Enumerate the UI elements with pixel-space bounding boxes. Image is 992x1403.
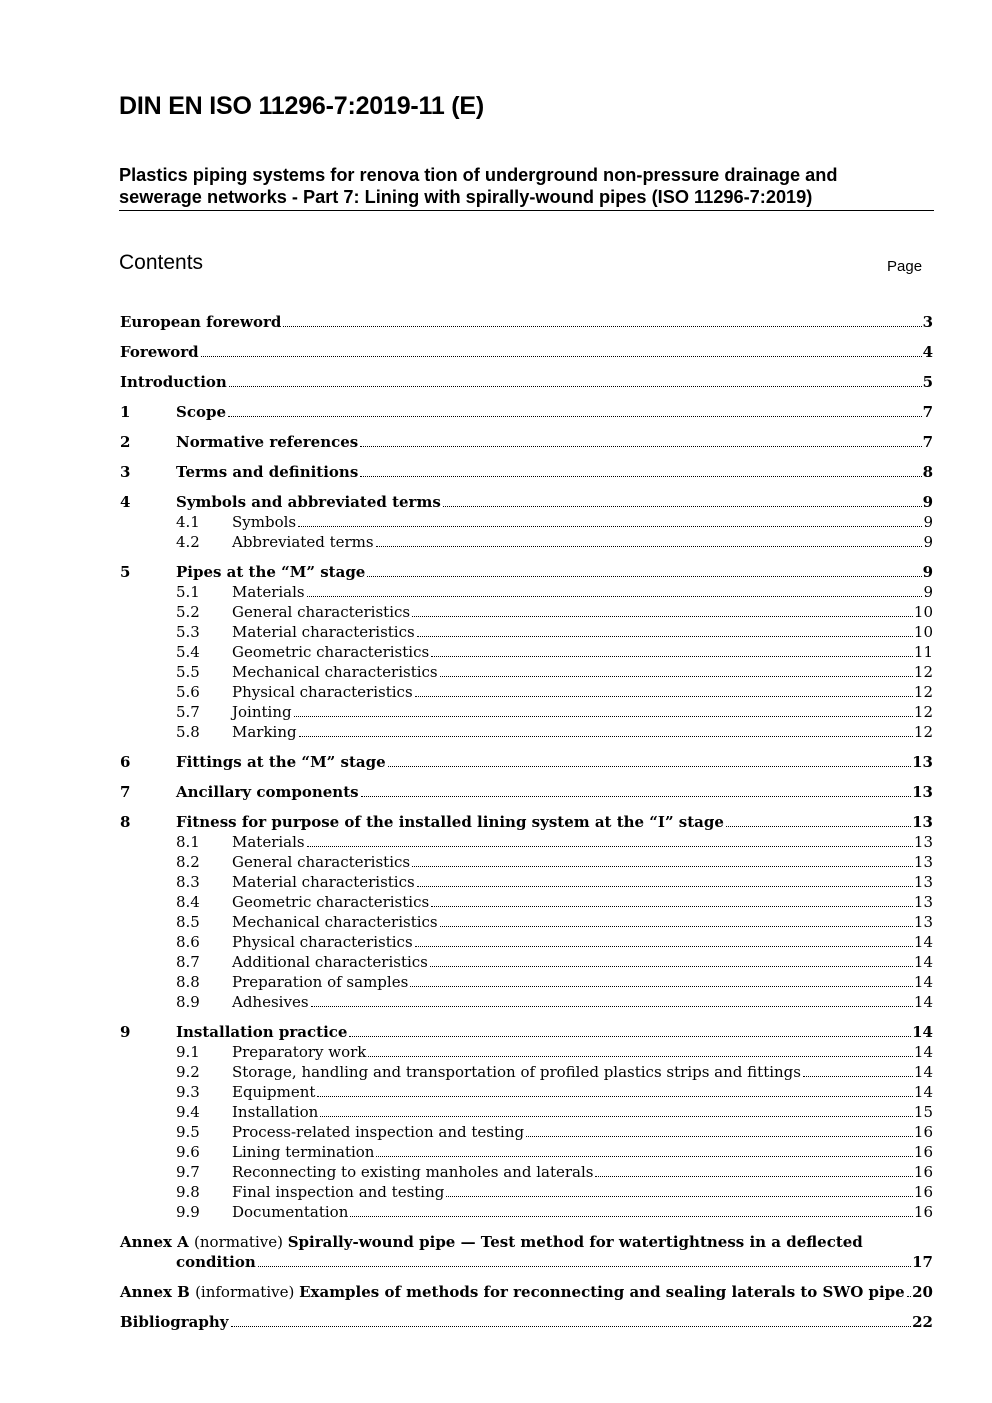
toc-dot-leader (412, 866, 913, 867)
toc-dot-leader (231, 1326, 912, 1327)
toc-dot-leader (595, 1176, 912, 1177)
toc-subentry[interactable] (120, 582, 933, 602)
toc-spacer (120, 552, 933, 562)
toc-entry-title: Fittings at the “M” stage (176, 753, 386, 771)
toc-entry[interactable] (120, 462, 933, 482)
toc-entry-title: Preparatory work (232, 1043, 367, 1061)
toc-entry-page: 9 (922, 563, 933, 581)
toc-subentry[interactable] (120, 702, 933, 722)
toc-dot-leader (258, 1266, 911, 1267)
toc-entry[interactable] (120, 1022, 933, 1042)
toc-entry[interactable] (120, 1312, 933, 1332)
toc-subentry[interactable] (120, 1062, 933, 1082)
toc-entry-page: 7 (922, 433, 933, 451)
toc-entry-number: 9.7 (176, 1163, 200, 1181)
toc-dot-leader (361, 796, 912, 797)
toc-entry-page: 9 (923, 583, 933, 601)
toc-entry-number: 9.9 (176, 1203, 200, 1221)
toc-entry-page: 15 (913, 1103, 933, 1121)
toc-dot-leader (415, 946, 913, 947)
toc-entry-title: Terms and definitions (176, 463, 359, 481)
toc-subentry[interactable] (120, 972, 933, 992)
toc-entry-page: 13 (913, 893, 933, 911)
toc-subentry[interactable] (120, 1082, 933, 1102)
toc-entry-page: 16 (913, 1203, 933, 1221)
toc-subentry[interactable] (120, 892, 933, 912)
toc-entry-page: 14 (912, 1023, 933, 1041)
toc-entry-title: Marking (232, 723, 297, 741)
toc-entry-page: 13 (913, 873, 933, 891)
toc-subentry[interactable] (120, 832, 933, 852)
toc-entry-page: 14 (913, 953, 933, 971)
toc-entry-title: Symbols (232, 513, 297, 531)
toc-entry-number: 9.1 (176, 1043, 200, 1061)
toc-entry-title: Bibliography (120, 1313, 229, 1331)
toc-entry[interactable] (120, 812, 933, 832)
toc-entry-page: 22 (912, 1313, 933, 1331)
toc-entry-number: 4.2 (176, 533, 200, 551)
toc-entry-page: 14 (913, 1043, 933, 1061)
toc-subentry[interactable] (120, 1042, 933, 1062)
toc-entry[interactable] (120, 312, 933, 332)
toc-entry-page: 8 (922, 463, 933, 481)
toc-entry-title: Material characteristics (232, 873, 415, 891)
toc-spacer (120, 1222, 933, 1232)
toc-entry-page: 5 (922, 373, 933, 391)
toc-dot-leader (229, 386, 922, 387)
toc-entry-number: 8.6 (176, 933, 200, 951)
toc-entry-title: Mechanical characteristics (232, 663, 438, 681)
toc-entry-number: 5.1 (176, 583, 200, 601)
toc-entry-page: 16 (913, 1143, 933, 1161)
toc-dot-leader (294, 716, 913, 717)
toc-annex-a[interactable] (120, 1232, 933, 1252)
toc-entry-page: 20 (912, 1283, 933, 1301)
toc-entry-page: 12 (913, 703, 933, 721)
toc-subentry[interactable] (120, 1202, 933, 1222)
page-column-heading: Page (887, 258, 923, 275)
toc-subentry[interactable] (120, 722, 933, 742)
toc-dot-leader (415, 696, 913, 697)
toc-subentry[interactable] (120, 1102, 933, 1122)
toc-dot-leader (367, 576, 921, 577)
toc-spacer (120, 392, 933, 402)
toc-dot-leader (410, 986, 913, 987)
toc-entry-number: 5.3 (176, 623, 200, 641)
toc-dot-leader (350, 1216, 913, 1217)
toc-entry-title: Geometric characteristics (232, 893, 430, 911)
toc-entry-number: 8.3 (176, 873, 200, 891)
toc-dot-leader (376, 546, 923, 547)
toc-entry-page: 11 (913, 643, 933, 661)
toc-dot-leader (446, 1196, 913, 1197)
toc-entry-number: 6 (120, 753, 131, 771)
toc-entry-page: 14 (913, 993, 933, 1011)
toc-dot-leader (320, 1116, 913, 1117)
toc-entry-number: 9.6 (176, 1143, 200, 1161)
table-of-contents (120, 312, 933, 1332)
toc-subentry[interactable] (120, 642, 933, 662)
toc-spacer (120, 1012, 933, 1022)
toc-dot-leader (228, 416, 922, 417)
toc-spacer (120, 1302, 933, 1312)
toc-spacer (120, 422, 933, 432)
toc-entry-page: 14 (913, 933, 933, 951)
toc-entry-number: 5 (120, 563, 131, 581)
toc-entry-title: Materials (232, 833, 305, 851)
toc-subentry[interactable] (120, 662, 933, 682)
toc-entry-number: 9.2 (176, 1063, 200, 1081)
toc-subentry[interactable] (120, 1162, 933, 1182)
toc-entry-page: 17 (912, 1253, 933, 1271)
toc-subentry[interactable] (120, 932, 933, 952)
toc-dot-leader (431, 906, 913, 907)
document-title-line-1: Plastics piping systems for renova tion of underground non-pressure drainage and (119, 165, 838, 185)
toc-entry-number: 8.5 (176, 913, 200, 931)
annex-b-kind: (informative) (195, 1283, 300, 1301)
toc-spacer (120, 772, 933, 782)
toc-spacer (120, 1272, 933, 1282)
toc-entry-page: 9 (923, 533, 933, 551)
toc-subentry[interactable] (120, 682, 933, 702)
toc-entry-page: 14 (913, 1083, 933, 1101)
toc-entry-number: 5.8 (176, 723, 200, 741)
toc-entry-page: 13 (913, 833, 933, 851)
toc-entry-number: 8.4 (176, 893, 200, 911)
toc-entry-number: 5.4 (176, 643, 200, 661)
toc-entry-number: 7 (120, 783, 131, 801)
toc-dot-leader (349, 1036, 911, 1037)
toc-entry-title: Process-related inspection and testing (232, 1123, 525, 1141)
toc-entry-title: Foreword (120, 343, 199, 361)
toc-entry-page: 16 (913, 1183, 933, 1201)
toc-dot-leader (311, 1006, 913, 1007)
toc-subentry[interactable] (120, 1182, 933, 1202)
toc-entry-page: 14 (913, 973, 933, 991)
toc-entry-page: 12 (913, 663, 933, 681)
toc-dot-leader (412, 616, 913, 617)
toc-entry-page: 13 (913, 853, 933, 871)
toc-spacer (120, 332, 933, 342)
toc-entry-number: 4 (120, 493, 131, 511)
toc-entry-title: Equipment (232, 1083, 316, 1101)
toc-entry-number: 2 (120, 433, 131, 451)
toc-entry-number: 8.8 (176, 973, 200, 991)
toc-entry-title: Reconnecting to existing manholes and laterals (232, 1163, 594, 1181)
toc-annex-b[interactable] (120, 1282, 933, 1302)
toc-entry-number: 9 (120, 1023, 131, 1041)
toc-dot-leader (430, 966, 913, 967)
toc-entry-title: Ancillary components (176, 783, 359, 801)
toc-entry-number: 5.5 (176, 663, 200, 681)
annex-a-title: Spirally-wound pipe — Test method for watertightness in a deflected (287, 1233, 863, 1251)
toc-entry-number: 8 (120, 813, 131, 831)
toc-entry[interactable] (120, 402, 933, 422)
toc-entry-title: Pipes at the “M” stage (176, 563, 366, 581)
toc-spacer (120, 362, 933, 372)
toc-subentry[interactable] (120, 992, 933, 1012)
toc-dot-leader (803, 1076, 913, 1077)
toc-entry-page: 14 (913, 1063, 933, 1081)
toc-entry-number: 1 (120, 403, 131, 421)
toc-dot-leader (443, 506, 922, 507)
toc-entry-title: Adhesives (232, 993, 309, 1011)
toc-entry-page: 4 (922, 343, 933, 361)
toc-entry-number: 9.5 (176, 1123, 200, 1141)
toc-dot-leader (317, 1096, 913, 1097)
toc-entry[interactable] (120, 432, 933, 452)
toc-entry-number: 9.3 (176, 1083, 200, 1101)
toc-entry-title: Physical characteristics (232, 933, 413, 951)
toc-spacer (120, 802, 933, 812)
toc-entry-title: General characteristics (232, 853, 411, 871)
toc-spacer (120, 452, 933, 462)
toc-entry-page: 3 (922, 313, 933, 331)
annex-b-title: Examples of methods for reconnecting and sealing laterals to SWO pipe (299, 1283, 905, 1301)
toc-entry[interactable] (120, 782, 933, 802)
toc-entry-title: General characteristics (232, 603, 411, 621)
toc-entry-number: 8.9 (176, 993, 200, 1011)
toc-dot-leader (201, 356, 922, 357)
toc-entry-title: Symbols and abbreviated terms (176, 493, 441, 511)
toc-spacer (120, 742, 933, 752)
toc-entry-page: 13 (913, 913, 933, 931)
annex-a-label: Annex A (120, 1233, 195, 1251)
toc-dot-leader (376, 1156, 912, 1157)
document-title (119, 164, 934, 211)
toc-entry[interactable] (120, 372, 933, 392)
toc-entry-page: 10 (913, 623, 933, 641)
toc-dot-leader (440, 926, 913, 927)
toc-subentry[interactable] (120, 622, 933, 642)
toc-entry-title: Scope (176, 403, 227, 421)
toc-entry-page: 13 (912, 813, 933, 831)
toc-entry-number: 9.8 (176, 1183, 200, 1201)
toc-entry-title: Mechanical characteristics (232, 913, 438, 931)
toc-subentry[interactable] (120, 852, 933, 872)
toc-dot-leader (360, 476, 921, 477)
toc-dot-leader (298, 526, 922, 527)
toc-entry-title: Abbreviated terms (232, 533, 374, 551)
annex-a-title-continuation: condition (176, 1253, 256, 1271)
toc-dot-leader (440, 676, 913, 677)
toc-subentry[interactable] (120, 532, 933, 552)
toc-dot-leader (307, 596, 923, 597)
toc-dot-leader (360, 446, 921, 447)
toc-dot-leader (283, 326, 921, 327)
toc-entry-title: Documentation (232, 1203, 349, 1221)
toc-entry-number: 5.7 (176, 703, 200, 721)
toc-entry-page: 7 (922, 403, 933, 421)
toc-dot-leader (417, 636, 913, 637)
toc-entry-page: 16 (913, 1163, 933, 1181)
toc-subentry[interactable] (120, 952, 933, 972)
toc-entry-number: 8.1 (176, 833, 200, 851)
toc-entry-title: Materials (232, 583, 305, 601)
toc-entry-title: Introduction (120, 373, 227, 391)
toc-entry[interactable] (120, 342, 933, 362)
toc-entry[interactable] (120, 562, 933, 582)
toc-entry-page: 12 (913, 723, 933, 741)
annex-b-title-group (120, 1282, 905, 1302)
contents-heading: Contents (119, 251, 204, 274)
toc-entry-title: Geometric characteristics (232, 643, 430, 661)
toc-entry-number: 4.1 (176, 513, 200, 531)
toc-entry-number: 5.2 (176, 603, 200, 621)
toc-entry[interactable] (120, 752, 933, 772)
toc-entry-title: European foreword (120, 313, 282, 331)
toc-entry-page: 13 (912, 753, 933, 771)
toc-entry-number: 5.6 (176, 683, 200, 701)
toc-entry-title: Storage, handling and transportation of profiled plastics strips and fittings (232, 1063, 801, 1081)
toc-entry-number: 9.4 (176, 1103, 200, 1121)
toc-spacer (120, 482, 933, 492)
toc-entry-title: Final inspection and testing (232, 1183, 445, 1201)
toc-entry[interactable] (120, 492, 933, 512)
toc-dot-leader (417, 886, 913, 887)
toc-dot-leader (526, 1136, 913, 1137)
toc-entry-title: Fitness for purpose of the installed lining system at the “I” stage (176, 813, 724, 831)
toc-subentry[interactable] (120, 602, 933, 622)
toc-entry-title: Preparation of samples (232, 973, 409, 991)
toc-subentry[interactable] (120, 512, 933, 532)
document-title-line-2: sewerage networks - Part 7: Lining with spirally-wound pipes (ISO 11296-7:2019) (119, 187, 813, 207)
toc-entry-title: Additional characteristics (232, 953, 428, 971)
toc-dot-leader (726, 826, 911, 827)
toc-subentry[interactable] (120, 1142, 933, 1162)
toc-dot-leader (299, 736, 913, 737)
toc-entry-title: Installation practice (176, 1023, 348, 1041)
annex-a-kind: (normative) (194, 1233, 288, 1251)
toc-subentry[interactable] (120, 872, 933, 892)
toc-dot-leader (907, 1296, 911, 1297)
toc-entry-title: Normative references (176, 433, 359, 451)
toc-entry-page: 13 (912, 783, 933, 801)
toc-entry-number: 8.7 (176, 953, 200, 971)
toc-entry-title: Physical characteristics (232, 683, 413, 701)
toc-entry-title: Lining termination (232, 1143, 375, 1161)
toc-entry-title: Jointing (232, 703, 292, 721)
toc-entry-number: 8.2 (176, 853, 200, 871)
toc-entry-title: Material characteristics (232, 623, 415, 641)
toc-entry-page: 9 (923, 513, 933, 531)
toc-entry-page: 10 (913, 603, 933, 621)
toc-subentry[interactable] (120, 1122, 933, 1142)
toc-dot-leader (431, 656, 913, 657)
toc-subentry[interactable] (120, 912, 933, 932)
toc-entry-page: 16 (913, 1123, 933, 1141)
annex-b-label: Annex B (120, 1283, 196, 1301)
document-id: DIN EN ISO 11296-7:2019-11 (E) (119, 92, 485, 120)
toc-entry-title: Installation (232, 1103, 319, 1121)
toc-entry-number: 3 (120, 463, 131, 481)
toc-entry-page: 9 (922, 493, 933, 511)
toc-dot-leader (388, 766, 911, 767)
toc-entry-page: 12 (913, 683, 933, 701)
toc-dot-leader (368, 1056, 913, 1057)
toc-dot-leader (307, 846, 913, 847)
toc-annex-a-continuation[interactable] (120, 1252, 933, 1272)
